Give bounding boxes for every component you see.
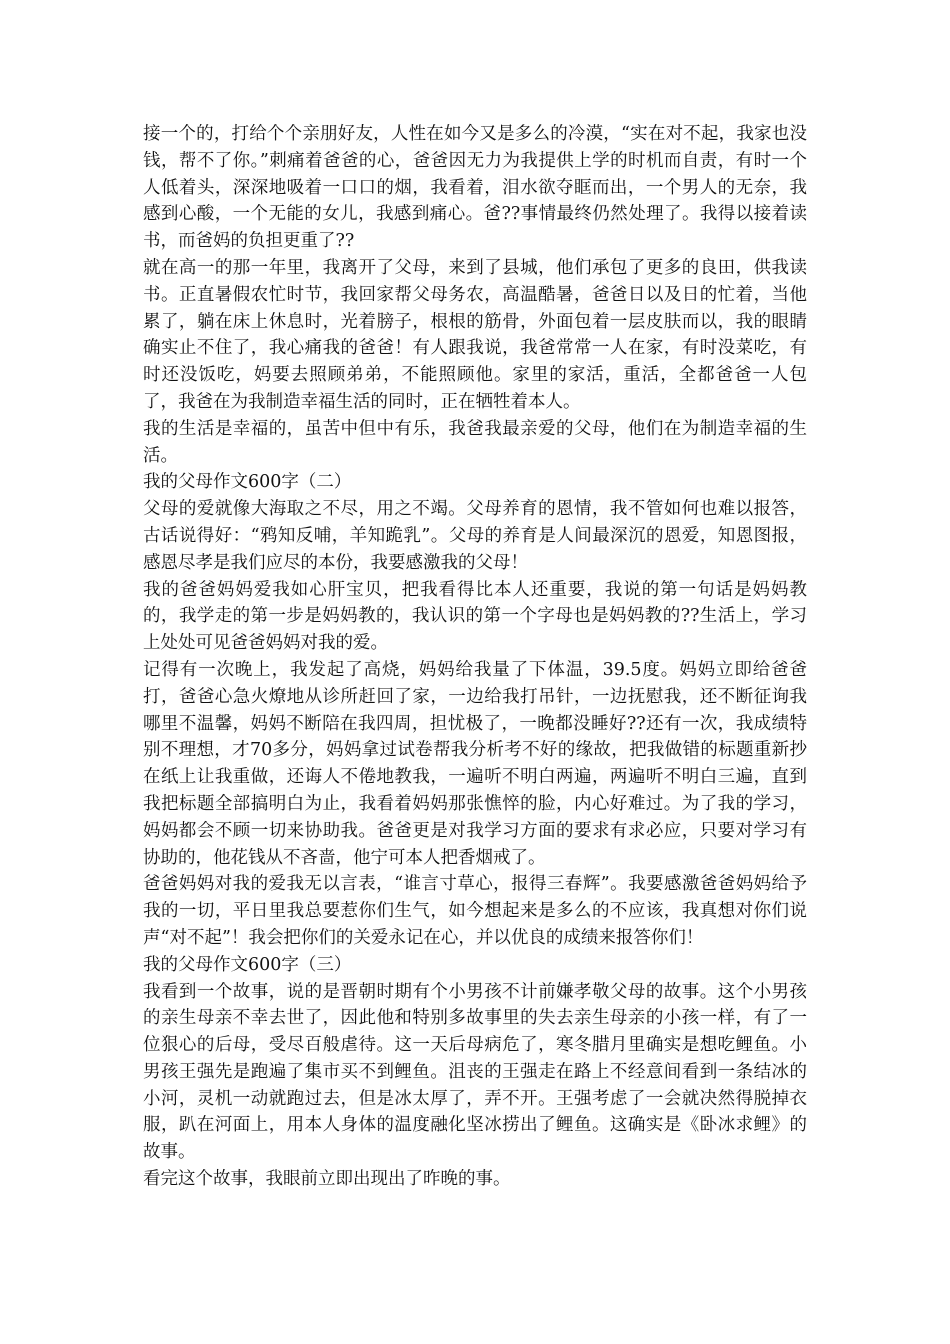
- paragraph: 父母的爱就像大海取之不尽，用之不竭。父母养育的恩情，我不管如何也难以报答，古话说得好：“鸦知反哺，羊知跪乳”。父母的养育是人间最深沉的恩爱，知恩图报，感恩尽孝是我们应尽的本份，我要感激我的父母！: [143, 499, 807, 573]
- section-heading: 我的父母作文600字（三）: [143, 954, 352, 975]
- document-page: [143, 121, 807, 1193]
- paragraph: 爸爸妈妈对我的爱我无以言表，“谁言寸草心，报得三春辉”。我要感激爸爸妈妈给予我的一切，平日里我总要惹你们生气，如今想起来是多么的不应该，我真想对你们说声“对不起”！我会把你们的关爱永记在心，并以优良的成绩来报答你们！: [143, 874, 807, 948]
- paragraph: 就在高一的那一年里，我离开了父母，来到了县城，他们承包了更多的良田，供我读书。正直暑假农忙时节，我回家帮父母务农，高温酷暑，爸爸日以及日的忙着，当他累了，躺在床上休息时，光着膀子，根根的筋骨，外面包着一层皮肤而以，我的眼睛确实止不住了，我心痛我的爸爸！有人跟我说，我爸常常一人在家，有时没菜吃，有时还没饭吃，妈要去照顾弟弟，不能照顾他。家里的家活，重活，全都爸爸一人包了，我爸在为我制造幸福生活的同时，正在牺牲着本人。: [143, 257, 807, 412]
- paragraph: 我看到一个故事，说的是晋朝时期有个小男孩不计前嫌孝敬父母的故事。这个小男孩的亲生母亲不幸去世了，因此他和特别多故事里的失去亲生母亲的小孩一样，有了一位狠心的后母，受尽百般虐待。这一天后母病危了，寒冬腊月里确实是想吃鲤鱼。小男孩王强先是跑遍了集市买不到鲤鱼。沮丧的王强走在路上不经意间看到一条结冰的小河，灵机一动就跑过去，但是冰太厚了，弄不开。王强考虑了一会就决然得脱掉衣服，趴在河面上，用本人身体的温度融化坚冰捞出了鲤鱼。这确实是《卧冰求鲤》的故事。: [143, 981, 807, 1163]
- paragraph: 我的生活是幸福的，虽苦中但中有乐，我爸我最亲爱的父母，他们在为制造幸福的生活。: [143, 418, 807, 466]
- paragraph: 看完这个故事，我眼前立即出现出了昨晚的事。: [143, 1169, 511, 1190]
- section-heading: 我的父母作文600字（二）: [143, 472, 352, 493]
- paragraph: 我的爸爸妈妈爱我如心肝宝贝，把我看得比本人还重要，我说的第一句话是妈妈教的，我学走的第一步是妈妈教的，我认识的第一个字母也是妈妈教的??生活上，学习上处处可见爸爸妈妈对我的爱。: [143, 579, 807, 654]
- paragraph: 记得有一次晚上，我发起了高烧，妈妈给我量了下体温，39.5度。妈妈立即给爸爸打，爸爸心急火燎地从诊所赶回了家，一边给我打吊针，一边抚慰我，还不断征询我哪里不温馨，妈妈不断陪在我四周，担忧极了，一晚都没睡好??还有一次，我成绩特别不理想，才70多分，妈妈拿过试卷帮我分析考不好的缘故，把我做错的标题重新抄在纸上让我重做，还诲人不倦地教我，一遍听不明白两遍，两遍听不明白三遍，直到我把标题全部搞明白为止，我看着妈妈那张憔悴的脸，内心好难过。为了我的学习，妈妈都会不顾一切来协助我。爸爸更是对我学习方面的要求有求必应，只要对学习有协助的，他花钱从不吝啬，他宁可本人把香烟戒了。: [143, 659, 807, 868]
- paragraph: 接一个的，打给个个亲朋好友，人性在如今又是多么的冷漠，“实在对不起，我家也没钱，帮不了你。”刺痛着爸爸的心，爸爸因无力为我提供上学的时机而自责，有时一个人低着头，深深地吸着一口口的烟，我看着，泪水欲夺眶而出，一个男人的无奈，我感到心酸，一个无能的女儿，我感到痛心。爸??事情最终仍然处理了。我得以接着读书，而爸妈的负担更重了??: [143, 124, 807, 252]
